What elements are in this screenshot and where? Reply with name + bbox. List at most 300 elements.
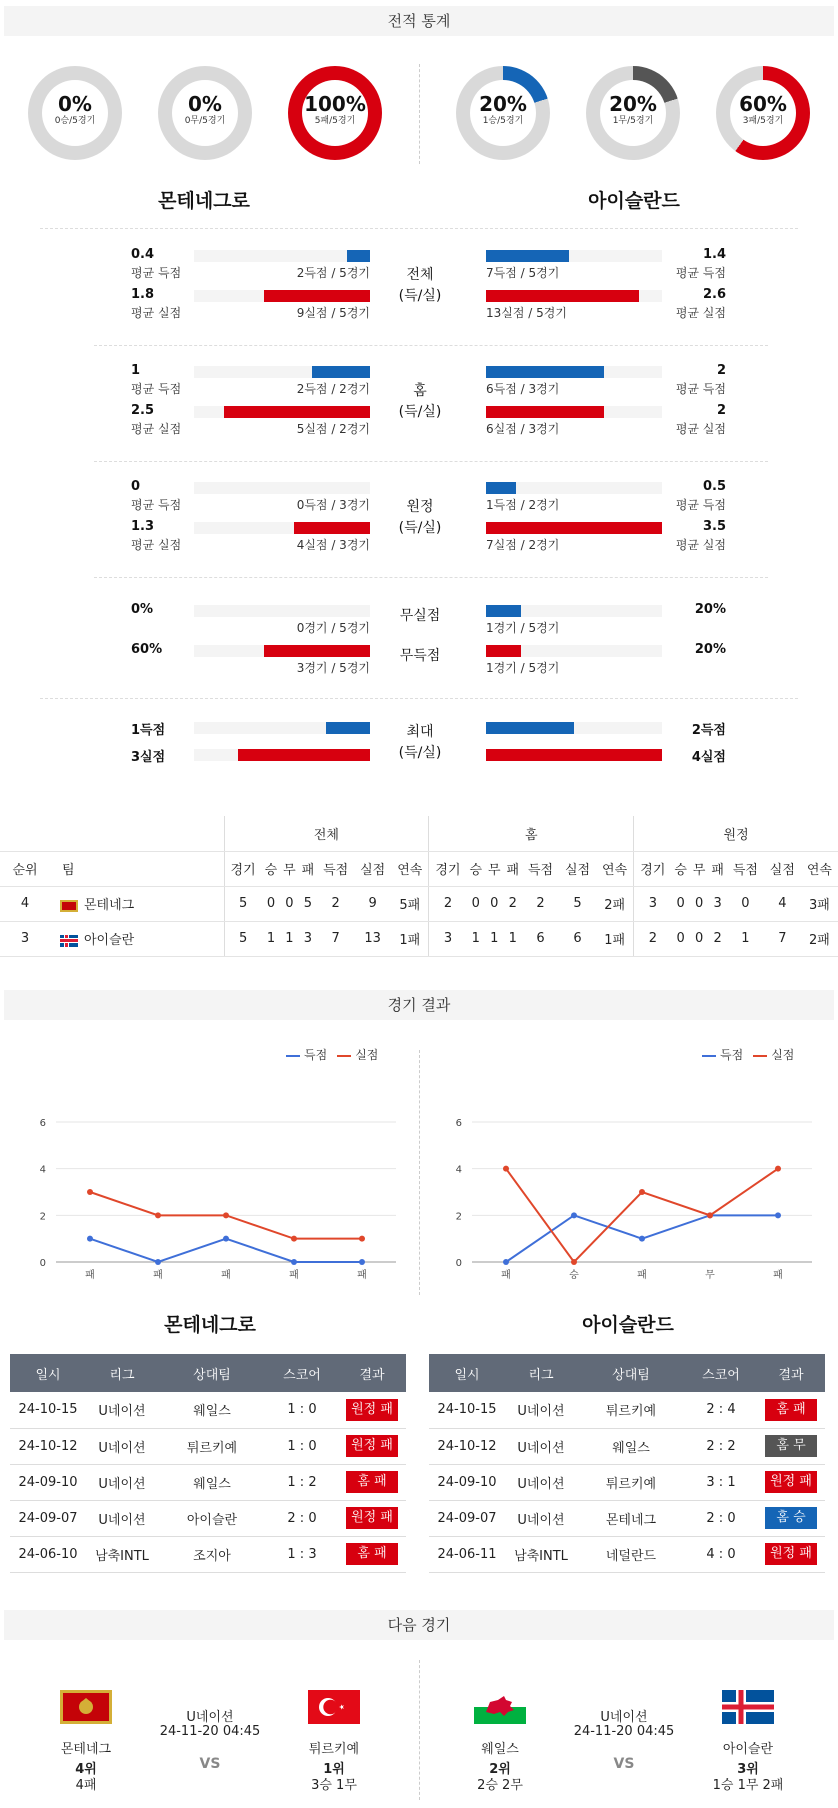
x-tick-label: 패	[289, 1270, 299, 1281]
x-tick-label: 무	[705, 1270, 715, 1281]
result-badge: 원정 패	[346, 1399, 398, 1421]
result-score: 1 : 3	[266, 1536, 338, 1572]
max-right-bar	[486, 722, 574, 734]
result-score: 2 : 0	[685, 1500, 757, 1536]
result-opponent: 몬테네그	[577, 1500, 685, 1536]
standings-cell: 1	[504, 921, 522, 956]
stat-right-value: 2.6	[702, 287, 726, 302]
standings-cell: 1	[467, 921, 485, 956]
next-left-league: U네이션	[186, 1710, 234, 1725]
clean-left-track	[194, 645, 370, 657]
standings-header-cell: 실점	[559, 851, 596, 886]
next-right-home-rank: 2위	[489, 1762, 511, 1777]
standings-cell: 0	[727, 886, 764, 921]
standings-rank: 3	[0, 921, 50, 956]
next-right-vs: VS	[613, 1756, 635, 1772]
result-date: 24-06-11	[429, 1536, 505, 1572]
result-badge: 홈 승	[765, 1507, 817, 1529]
stat-right-value: 0.5	[702, 479, 726, 494]
max-right-bar	[486, 749, 662, 761]
stat-left-track	[194, 366, 370, 378]
clean-right-value: 20%	[694, 642, 726, 657]
stat-right-value: 2	[716, 403, 726, 418]
stat-group-title-line2: (득/실)	[398, 520, 442, 536]
result-league: 남축INTL	[86, 1536, 158, 1572]
standings-table	[0, 816, 838, 957]
stat-left-bar	[224, 406, 370, 418]
donut-percent: 0%	[188, 92, 222, 116]
result-opponent: 튀르키예	[577, 1464, 685, 1500]
x-tick-label: 패	[773, 1270, 783, 1281]
stat-right-value: 2	[716, 363, 726, 378]
result-opponent: 아이슬란	[158, 1500, 266, 1536]
next-right-away-record: 1승 1무 2패	[712, 1778, 784, 1793]
donut-left-2	[288, 66, 382, 160]
y-tick-label: 6	[455, 1118, 462, 1129]
standings-header-cell: 득점	[522, 851, 559, 886]
result-badge: 홈 패	[346, 1471, 398, 1493]
standings-header-cell: 연속	[391, 851, 429, 886]
stat-right-caption: 7득점 / 5경기	[486, 266, 560, 280]
result-badge: 홈 패	[765, 1399, 817, 1421]
donut-right-0	[456, 66, 550, 160]
standings-cell: 2패	[801, 921, 838, 956]
standings-cell: 5	[559, 886, 596, 921]
clean-row-title: 무득점	[399, 648, 441, 664]
stat-left-label: 평균 실점	[131, 306, 182, 320]
stat-group-title	[390, 265, 450, 307]
data-point	[571, 1259, 577, 1265]
standings-cell: 2	[429, 886, 467, 921]
series-line-0	[90, 1239, 362, 1262]
standings-header-cell: 연속	[596, 851, 634, 886]
result-badge: 원정 패	[765, 1471, 817, 1493]
standings-header-cell: 득점	[727, 851, 764, 886]
stat-group-title-line1: 원정	[406, 499, 434, 515]
max-title-line2: (득/실)	[398, 745, 442, 761]
turkey-flag-icon	[308, 1690, 360, 1724]
result-league: U네이션	[505, 1464, 577, 1500]
result-opponent: 웨일스	[158, 1464, 266, 1500]
chart-team-left: 몬테네그로	[164, 1314, 256, 1336]
clean-left-track	[194, 605, 370, 617]
clean-left-value: 60%	[131, 642, 163, 657]
section-title-next: 다음 경기	[4, 1610, 834, 1640]
max-left-track	[194, 722, 370, 734]
result-score: 1 : 2	[266, 1464, 338, 1500]
stat-group-title-line1: 전체	[406, 267, 434, 283]
stat-left-bar	[312, 366, 370, 378]
clean-right-track	[486, 605, 662, 617]
team-flag-icon	[60, 900, 78, 912]
chart-team-right: 아이슬란드	[582, 1314, 674, 1336]
stat-right-bar	[486, 406, 604, 418]
standings-group-0: 전체	[224, 816, 429, 851]
next-left-home-rank: 4위	[75, 1762, 97, 1777]
standings-header-cell: 승	[262, 851, 280, 886]
legend-label: 실점	[355, 1048, 379, 1062]
x-tick-label: 패	[221, 1270, 231, 1281]
result-date: 24-10-15	[10, 1392, 86, 1428]
stat-right-bar	[486, 522, 662, 534]
data-point	[291, 1236, 297, 1242]
chart-legend	[692, 1046, 794, 1063]
data-point	[155, 1212, 161, 1218]
stat-right-caption: 6득점 / 3경기	[486, 382, 560, 396]
result-date: 24-09-07	[10, 1500, 86, 1536]
donut-percent: 0%	[58, 92, 92, 116]
clean-right-bar	[486, 645, 521, 657]
standings-cell: 9	[354, 886, 391, 921]
result-league: U네이션	[86, 1428, 158, 1464]
stat-right-bar	[486, 482, 516, 494]
results-header-cell: 결과	[338, 1354, 406, 1392]
data-point	[571, 1212, 577, 1218]
line-chart-1	[416, 1100, 816, 1340]
y-tick-label: 4	[455, 1164, 462, 1176]
standings-header-cell: 패	[708, 851, 726, 886]
stat-right-caption: 13실점 / 5경기	[486, 306, 567, 320]
results-header-cell: 리그	[86, 1354, 158, 1392]
standings-cell: 0	[690, 886, 708, 921]
stat-left-value: 1.8	[131, 287, 155, 302]
results-header-cell: 상대팀	[577, 1354, 685, 1392]
result-row	[429, 1464, 825, 1500]
standings-cell: 1	[262, 921, 280, 956]
standings-cell: 13	[354, 921, 391, 956]
result-row	[10, 1464, 406, 1500]
stat-right-value: 3.5	[702, 519, 726, 534]
line-chart-0	[0, 1100, 400, 1340]
result-opponent: 웨일스	[158, 1392, 266, 1428]
standings-cell: 2	[634, 921, 672, 956]
stat-left-track	[194, 522, 370, 534]
stat-left-value: 0.4	[131, 247, 155, 262]
legend-label: 실점	[771, 1048, 795, 1062]
stat-right-bar	[486, 366, 604, 378]
next-left-vs: VS	[199, 1756, 221, 1772]
data-point	[155, 1259, 161, 1265]
next-left-away-name: 튀르키예	[308, 1742, 360, 1757]
result-row	[10, 1500, 406, 1536]
result-date: 24-10-12	[429, 1428, 505, 1464]
result-opponent: 튀르키예	[577, 1392, 685, 1428]
donut-percent: 20%	[609, 92, 657, 116]
results-header-cell: 일시	[10, 1354, 86, 1392]
standings-rank: 4	[0, 886, 50, 921]
standings-header-cell: 경기	[224, 851, 262, 886]
standings-cell: 5	[224, 886, 262, 921]
y-tick-label: 0	[39, 1258, 46, 1269]
stat-left-track	[194, 406, 370, 418]
y-tick-label: 2	[455, 1211, 462, 1223]
standings-header-cell: 득점	[317, 851, 354, 886]
results-header-cell: 일시	[429, 1354, 505, 1392]
stat-left-caption: 5실점 / 2경기	[296, 422, 370, 436]
x-tick-label: 승	[569, 1270, 579, 1281]
result-badge: 홈 무	[765, 1435, 817, 1457]
standings-cell: 0	[485, 886, 503, 921]
stat-left-label: 평균 득점	[131, 382, 182, 396]
y-tick-label: 6	[39, 1118, 46, 1129]
stat-right-bar	[486, 250, 569, 262]
stat-right-track	[486, 406, 662, 418]
result-league: U네이션	[505, 1392, 577, 1428]
result-badge: 원정 패	[346, 1435, 398, 1457]
standings-header-cell: 경기	[634, 851, 672, 886]
clean-right-caption: 1경기 / 5경기	[486, 661, 560, 675]
stat-right-label: 평균 실점	[675, 538, 726, 552]
stat-left-caption: 9실점 / 5경기	[296, 306, 370, 320]
max-left-value: 1득점	[131, 723, 166, 738]
x-tick-label: 패	[357, 1270, 367, 1281]
standings-header-cell: 팀	[50, 851, 224, 886]
standings-header-cell: 패	[299, 851, 317, 886]
result-score: 2 : 4	[685, 1392, 757, 1428]
max-right-track	[486, 749, 662, 761]
stat-divider	[40, 228, 798, 229]
result-score: 4 : 0	[685, 1536, 757, 1572]
standings-cell: 3	[708, 886, 726, 921]
next-left-home-name: 몬테네그	[60, 1742, 112, 1757]
standings-cell: 3	[299, 921, 317, 956]
standings-cell: 0	[690, 921, 708, 956]
next-right-home-name: 웨일스	[481, 1742, 519, 1757]
data-point	[707, 1212, 713, 1218]
next-left-home-record: 4패	[75, 1778, 97, 1793]
result-date: 24-09-10	[429, 1464, 505, 1500]
data-point	[639, 1236, 645, 1242]
stat-left-caption: 4실점 / 3경기	[296, 538, 370, 552]
data-point	[775, 1166, 781, 1172]
standings-cell: 3패	[801, 886, 838, 921]
legend-label: 득점	[720, 1048, 744, 1062]
result-score: 1 : 0	[266, 1392, 338, 1428]
stat-divider	[40, 698, 798, 699]
results-header-cell: 상대팀	[158, 1354, 266, 1392]
next-right-home-record: 2승 2무	[477, 1778, 523, 1793]
result-row	[429, 1392, 825, 1428]
donut-record: 3패/5경기	[742, 116, 784, 126]
result-date: 24-10-12	[10, 1428, 86, 1464]
team-name-right: 아이슬란드	[588, 190, 680, 212]
result-row	[10, 1536, 406, 1572]
stat-group-title	[390, 497, 450, 539]
standings-header-cell: 연속	[801, 851, 838, 886]
standings-cell: 0	[280, 886, 298, 921]
montenegro-flag-icon	[60, 1690, 112, 1724]
result-league: 남축INTL	[505, 1536, 577, 1572]
standings-header-cell: 승	[467, 851, 485, 886]
result-row	[429, 1500, 825, 1536]
stats-divider	[419, 64, 420, 164]
stat-divider	[94, 345, 768, 346]
data-point	[359, 1259, 365, 1265]
standings-cell: 2패	[596, 886, 634, 921]
standings-row	[0, 886, 838, 921]
result-badge: 원정 패	[765, 1543, 817, 1565]
section-title-results: 경기 결과	[4, 990, 834, 1020]
data-point	[503, 1166, 509, 1172]
team-flag-icon	[60, 935, 78, 947]
next-right-away-name: 아이슬란	[722, 1742, 774, 1757]
stat-group-title	[390, 381, 450, 423]
next-left-time: 24-11-20 04:45	[159, 1724, 261, 1739]
result-league: U네이션	[505, 1500, 577, 1536]
standings-cell: 3	[429, 921, 467, 956]
stat-left-label: 평균 실점	[131, 422, 182, 436]
max-title-line1: 최대	[406, 724, 434, 740]
standings-cell: 0	[671, 921, 689, 956]
standings-group-2: 원정	[634, 816, 838, 851]
standings-header-cell: 경기	[429, 851, 467, 886]
stat-left-value: 1	[131, 363, 141, 378]
stat-right-track	[486, 366, 662, 378]
legend-swatch	[337, 1055, 351, 1057]
results-header-cell: 리그	[505, 1354, 577, 1392]
team-name-left: 몬테네그로	[158, 190, 250, 212]
standings-cell: 5	[224, 921, 262, 956]
donut-percent: 60%	[739, 92, 787, 116]
stat-left-value: 0	[131, 479, 141, 494]
donut-percent: 20%	[479, 92, 527, 116]
result-opponent: 조지아	[158, 1536, 266, 1572]
stat-left-track	[194, 250, 370, 262]
data-point	[503, 1259, 509, 1265]
clean-right-caption: 1경기 / 5경기	[486, 621, 560, 635]
max-right-value: 2득점	[691, 723, 726, 738]
stat-right-label: 평균 득점	[675, 266, 726, 280]
clean-left-value: 0%	[131, 602, 154, 617]
legend-swatch	[702, 1055, 716, 1057]
standings-header-cell: 무	[485, 851, 503, 886]
stat-left-track	[194, 482, 370, 494]
result-score: 2 : 0	[266, 1500, 338, 1536]
y-tick-label: 4	[39, 1164, 46, 1176]
donut-right-2	[716, 66, 810, 160]
stat-right-label: 평균 실점	[675, 306, 726, 320]
clean-left-caption: 0경기 / 5경기	[296, 621, 370, 635]
standings-cell: 1	[727, 921, 764, 956]
next-left-away-rank: 1위	[323, 1762, 345, 1777]
results-table-left	[10, 1354, 406, 1573]
stat-left-value: 1.3	[131, 519, 155, 534]
standings-cell: 2	[504, 886, 522, 921]
stat-left-value: 2.5	[131, 403, 155, 418]
donut-record: 1무/5경기	[612, 116, 654, 126]
result-row	[10, 1428, 406, 1464]
next-divider	[419, 1660, 420, 1800]
y-tick-label: 0	[455, 1258, 462, 1269]
iceland-flag-icon	[722, 1690, 774, 1724]
results-header-cell: 결과	[757, 1354, 825, 1392]
donut-record: 1승/5경기	[482, 116, 524, 126]
stat-left-bar	[294, 522, 370, 534]
result-row	[429, 1428, 825, 1464]
standings-header-cell: 패	[504, 851, 522, 886]
standings-cell: 2	[522, 886, 559, 921]
standings-cell: 1	[485, 921, 503, 956]
section-title-stats: 전적 통계	[4, 6, 834, 36]
max-left-bar	[238, 749, 370, 761]
standings-team: 아이슬란	[84, 933, 135, 948]
legend-swatch	[753, 1055, 767, 1057]
standings-team: 몬테네그	[84, 898, 135, 913]
stat-right-caption: 7실점 / 2경기	[486, 538, 560, 552]
clean-row-title: 무실점	[399, 608, 441, 624]
clean-left-caption: 3경기 / 5경기	[296, 661, 370, 675]
stat-right-caption: 6실점 / 3경기	[486, 422, 560, 436]
clean-left-bar	[264, 645, 370, 657]
standings-header-cell: 승	[671, 851, 689, 886]
stat-right-label: 평균 실점	[675, 422, 726, 436]
standings-cell: 6	[559, 921, 596, 956]
x-tick-label: 패	[153, 1270, 163, 1281]
result-league: U네이션	[86, 1500, 158, 1536]
standings-cell: 1	[280, 921, 298, 956]
result-date: 24-09-07	[429, 1500, 505, 1536]
result-league: U네이션	[505, 1428, 577, 1464]
standings-group-1: 홈	[429, 816, 634, 851]
standings-row	[0, 921, 838, 956]
clean-right-value: 20%	[694, 602, 726, 617]
stat-left-label: 평균 실점	[131, 538, 182, 552]
result-score: 1 : 0	[266, 1428, 338, 1464]
standings-cell: 5패	[391, 886, 429, 921]
standings-cell: 1패	[391, 921, 429, 956]
data-point	[87, 1189, 93, 1195]
standings-cell: 1패	[596, 921, 634, 956]
donut-left-1	[158, 66, 252, 160]
wales-flag-icon	[474, 1690, 526, 1724]
next-left-away-record: 3승 1무	[311, 1778, 357, 1793]
result-score: 3 : 1	[685, 1464, 757, 1500]
stat-right-caption: 1득점 / 2경기	[486, 498, 560, 512]
max-left-bar	[326, 722, 370, 734]
standings-header-cell: 무	[690, 851, 708, 886]
result-badge: 홈 패	[346, 1543, 398, 1565]
results-table-right	[429, 1354, 825, 1573]
data-point	[639, 1189, 645, 1195]
max-title	[390, 722, 450, 764]
max-left-value: 3실점	[131, 750, 166, 765]
data-point	[775, 1212, 781, 1218]
clean-right-bar	[486, 605, 521, 617]
stat-divider	[94, 461, 768, 462]
result-badge: 원정 패	[346, 1507, 398, 1529]
standings-cell: 7	[764, 921, 801, 956]
standings-cell: 2	[317, 886, 354, 921]
stat-right-track	[486, 482, 662, 494]
donut-record: 0무/5경기	[184, 116, 226, 126]
result-date: 24-10-15	[429, 1392, 505, 1428]
stat-left-caption: 2득점 / 5경기	[296, 266, 370, 280]
result-opponent: 웨일스	[577, 1428, 685, 1464]
stat-right-label: 평균 득점	[675, 498, 726, 512]
stat-right-track	[486, 250, 662, 262]
data-point	[359, 1236, 365, 1242]
standings-cell: 2	[708, 921, 726, 956]
x-tick-label: 패	[85, 1270, 95, 1281]
data-point	[223, 1236, 229, 1242]
data-point	[291, 1259, 297, 1265]
standings-cell: 0	[671, 886, 689, 921]
stat-right-track	[486, 522, 662, 534]
standings-header-cell: 순위	[0, 851, 50, 886]
next-right-league: U네이션	[600, 1710, 648, 1725]
result-opponent: 네덜란드	[577, 1536, 685, 1572]
donut-left-0	[28, 66, 122, 160]
